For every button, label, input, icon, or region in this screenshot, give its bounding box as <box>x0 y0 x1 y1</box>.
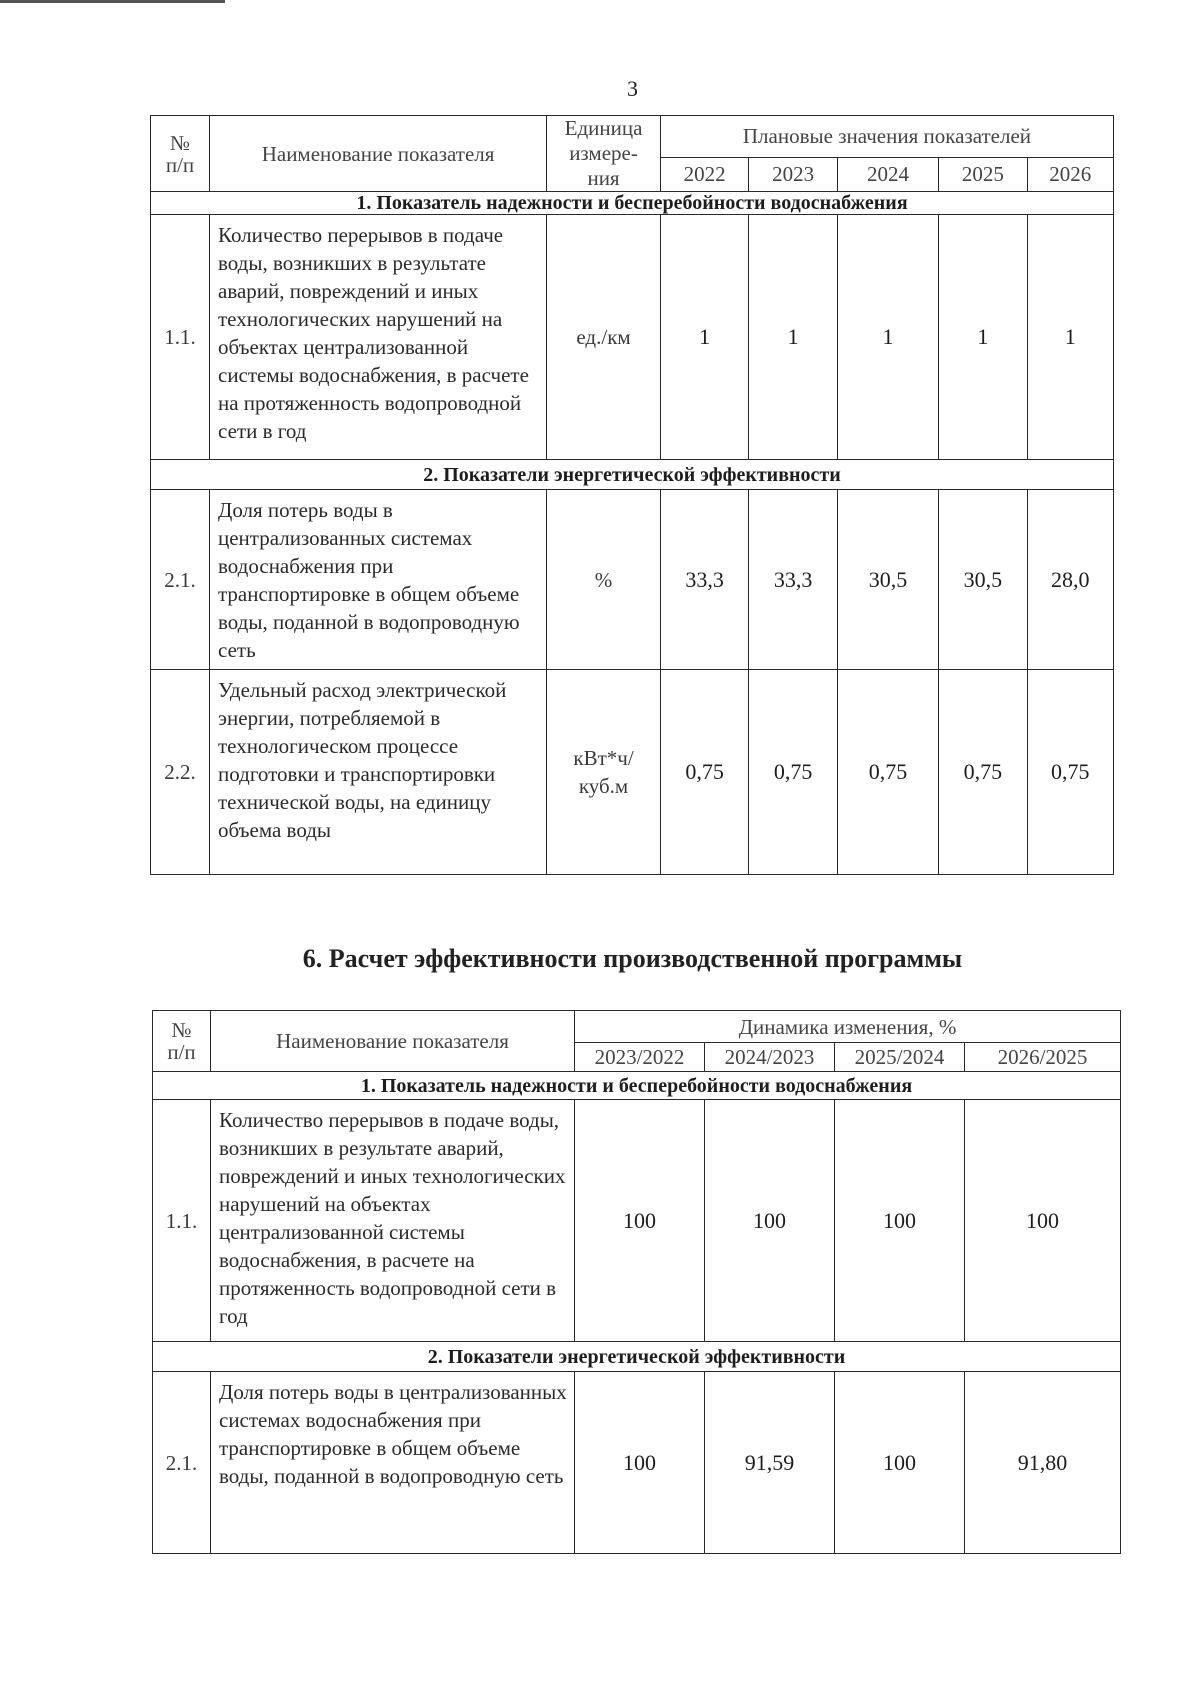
indicator-name: Количество перерывов в подаче воды, возникших в результате аварий, повреждений и иных технологических нарушений на объектах централизованной системы водоснабжения, в расчете на протяженность водопроводной сети в год <box>211 1100 575 1342</box>
value-cell: 100 <box>575 1100 705 1342</box>
value-cell: 30,5 <box>939 490 1028 670</box>
value-cell: 1 <box>660 215 749 460</box>
indicator-name: Доля потерь воды в централизованных системах водоснабжения при транспортировке в общем объеме воды, поданной в водопроводную сеть <box>211 1372 575 1554</box>
row-number: 2.2. <box>151 670 210 875</box>
section-6-heading: 6. Расчет эффективности производственной программы <box>302 944 963 973</box>
value-cell: 0,75 <box>1027 670 1113 875</box>
col-header-plan: Плановые значения показателей <box>660 116 1113 158</box>
col-header-dynamics: Динамика изменения, % <box>575 1011 1121 1043</box>
value-cell: 100 <box>575 1372 705 1554</box>
value-cell: 1 <box>837 215 938 460</box>
section-title: 2. Показатели энергетической эффективности <box>153 1342 1121 1372</box>
year-header: 2023 <box>749 157 838 191</box>
section-title: 1. Показатель надежности и бесперебойности водоснабжения <box>153 1072 1121 1100</box>
row-number: 1.1. <box>153 1100 211 1342</box>
unit-cell: ед./км <box>547 215 661 460</box>
period-header: 2025/2024 <box>835 1043 965 1072</box>
period-header: 2023/2022 <box>575 1043 705 1072</box>
col-header-unit: Единица измере- ния <box>547 116 661 192</box>
indicator-name: Удельный расход электрической энергии, потребляемой в технологическом процессе подготовки и транспортировки технической воды, на единицу объема воды <box>210 670 547 875</box>
value-cell: 30,5 <box>837 490 938 670</box>
period-header: 2024/2023 <box>705 1043 835 1072</box>
unit-cell: кВт*ч/ куб.м <box>547 670 661 875</box>
col-header-name: Наименование показателя <box>210 116 547 192</box>
efficiency-table <box>152 1010 1121 1554</box>
value-cell: 0,75 <box>939 670 1028 875</box>
value-cell: 91,59 <box>705 1372 835 1554</box>
value-cell: 100 <box>835 1372 965 1554</box>
value-cell: 33,3 <box>749 490 838 670</box>
value-cell: 91,80 <box>965 1372 1121 1554</box>
value-cell: 0,75 <box>660 670 749 875</box>
year-header: 2026 <box>1027 157 1113 191</box>
row-number: 1.1. <box>151 215 210 460</box>
year-header: 2022 <box>660 157 749 191</box>
section-title: 1. Показатель надежности и бесперебойности водоснабжения <box>151 192 1114 215</box>
value-cell: 33,3 <box>660 490 749 670</box>
year-header: 2024 <box>837 157 938 191</box>
indicator-name: Количество перерывов в подаче воды, возникших в результате аварий, повреждений и иных технологических нарушений на объектах централизованной системы водоснабжения, в расчете на протяженность водопроводной сети в год <box>210 215 547 460</box>
col-header-num: № п/п <box>151 116 210 192</box>
planned-indicators-table <box>150 115 1114 875</box>
col-header-num: № п/п <box>153 1011 211 1072</box>
top-edge-rule <box>0 0 225 3</box>
value-cell: 0,75 <box>749 670 838 875</box>
indicator-name: Доля потерь воды в централизованных системах водоснабжения при транспортировке в общем объеме воды, поданной в водопроводную сеть <box>210 490 547 670</box>
col-header-name: Наименование показателя <box>211 1011 575 1072</box>
section-title: 2. Показатели энергетической эффективности <box>151 460 1114 490</box>
value-cell: 1 <box>749 215 838 460</box>
value-cell: 1 <box>939 215 1028 460</box>
row-number: 2.1. <box>153 1372 211 1554</box>
value-cell: 100 <box>835 1100 965 1342</box>
unit-cell: % <box>547 490 661 670</box>
row-number: 2.1. <box>151 490 210 670</box>
value-cell: 100 <box>705 1100 835 1342</box>
value-cell: 100 <box>965 1100 1121 1342</box>
value-cell: 28,0 <box>1027 490 1113 670</box>
value-cell: 1 <box>1027 215 1113 460</box>
value-cell: 0,75 <box>837 670 938 875</box>
page-number: 3 <box>627 76 638 101</box>
period-header: 2026/2025 <box>965 1043 1121 1072</box>
year-header: 2025 <box>939 157 1028 191</box>
